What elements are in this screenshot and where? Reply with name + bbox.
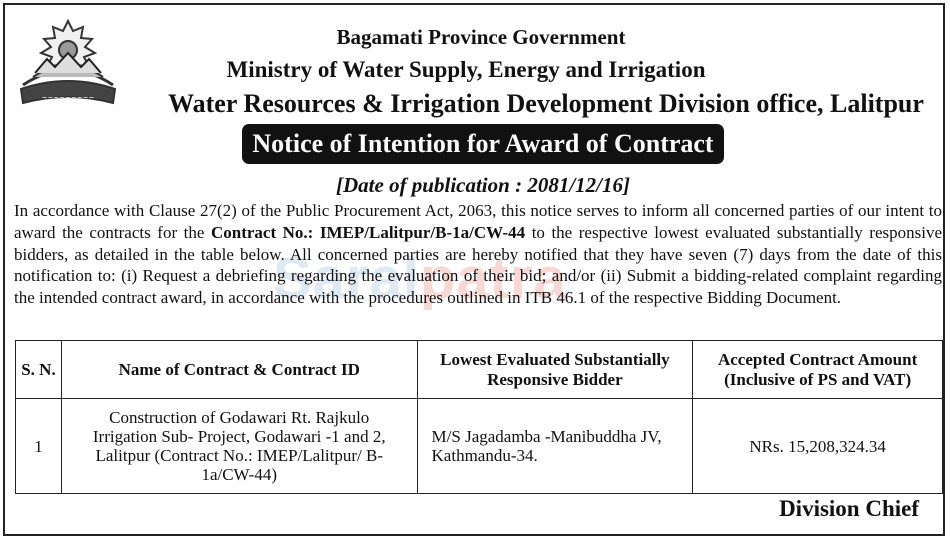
notice-body [14, 200, 942, 309]
contract-number: Contract No.: IMEP/Lalitpur/B-1a/CW-44 [210, 222, 526, 242]
cell-contract-name: Construction of Godawari Rt. Rajkulo Irrigation Sub- Project, Godawari -1 and 2, Lalitpur (Contract No.: IMEP/Lalitpur/ B-1a/CW-44) [61, 399, 417, 494]
body-part-1: In accordance with Clause 27(2) of the Public Procurement Act, 2063, this notice serves to inform all concerned parties of our intent to award the contracts for the [14, 201, 942, 242]
body-part-2: to the respective lowest evaluated substantially responsive bidders, as detailed in the table below. All concerned parties are hereby notified that they have seven (7) days from the date of this notification to: (i) Request a debriefing regarding the evaluation of their bid; and/or (ii) Submit a bidding-related complaint regarding the intended contract award, in accordance with the procedures outlined in ITB 46.1 of the respective Bidding Document. [14, 222, 942, 308]
award-table [15, 340, 943, 494]
cell-sn: 1 [16, 399, 62, 494]
signature-title: Division Chief [779, 496, 919, 521]
table-row [16, 399, 943, 494]
header [5, 21, 947, 121]
svg-text:~~~~~~~~~: ~~~~~~~~~ [41, 94, 95, 102]
notice-page [3, 3, 945, 536]
title-wrap [5, 124, 947, 164]
header-contract-name: Name of Contract & Contract ID [61, 341, 417, 399]
table-header-row [16, 341, 943, 399]
cell-bidder: M/S Jagadamba -Manibuddha JV, Kathmandu-34. [417, 399, 693, 494]
watermark-blue: Saral [273, 246, 420, 311]
header-bidder: Lowest Evaluated Substantially Responsive Bidder [417, 341, 693, 399]
office-name: Water Resources & Irrigation Development Division office, Lalitpur [168, 89, 924, 118]
notice-title: Notice of Intention for Award of Contract [242, 124, 723, 164]
header-sn: S. N. [16, 341, 62, 399]
award-table-wrap [15, 340, 943, 494]
ministry-name: Ministry of Water Supply, Energy and Irrigation [226, 57, 706, 82]
province-name: Bagamati Province Government [336, 25, 626, 49]
watermark-red: patra [419, 246, 567, 311]
publication-date: [Date of publication : 2081/12/16] [336, 173, 630, 197]
header-amount: Accepted Contract Amount (Inclusive of PS and VAT) [693, 341, 943, 399]
cell-amount: NRs. 15,208,324.34 [693, 399, 943, 494]
